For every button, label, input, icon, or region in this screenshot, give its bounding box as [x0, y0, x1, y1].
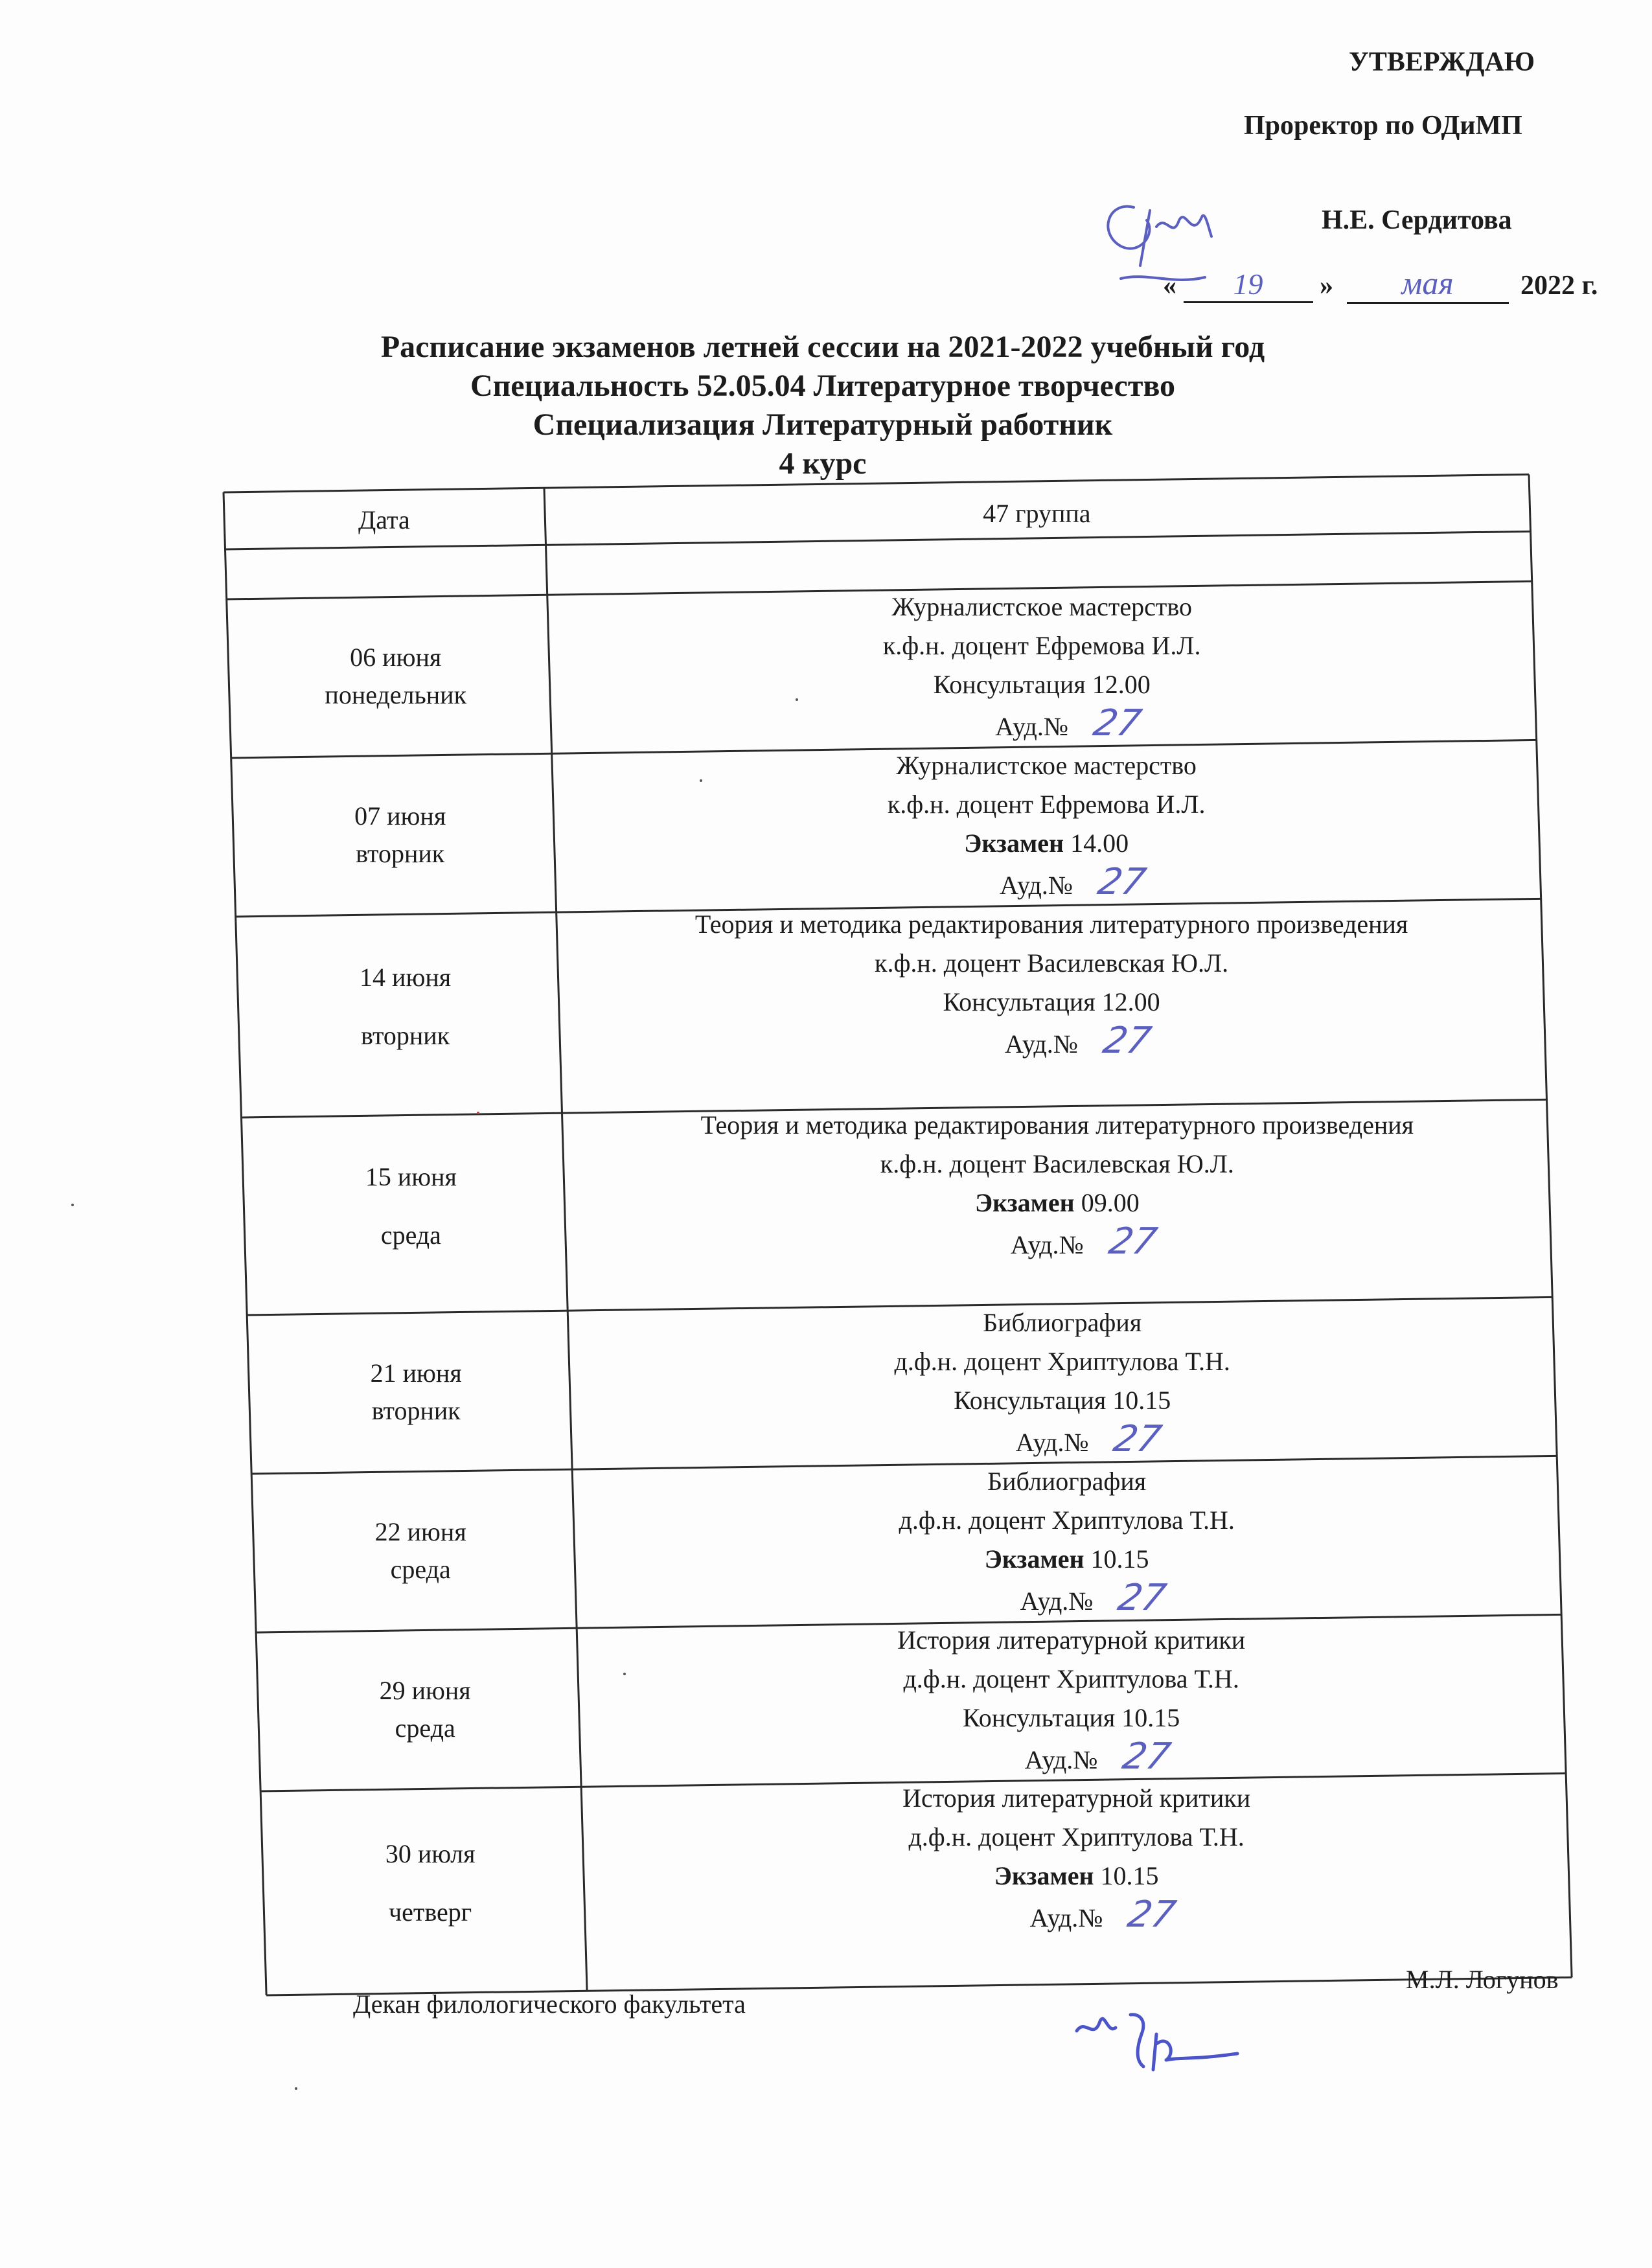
row-room — [649, 1896, 1556, 1937]
row-room — [630, 1220, 1537, 1264]
row-subject: Библиография — [987, 1466, 1147, 1496]
row-time: 10.15 — [1100, 1861, 1159, 1891]
row-time: 10.15 — [1112, 1385, 1171, 1415]
schedule-title: Расписание экзаменов летней сессии на 2021-2022 учебный год — [380, 330, 1265, 364]
dean-signature — [1069, 1995, 1257, 2092]
row-room-label: Ауд.№ — [1000, 871, 1073, 900]
approve-heading: УТВЕРЖДАЮ — [1349, 47, 1535, 77]
row-session-time — [614, 1541, 1520, 1578]
header-group: 47 группа — [983, 499, 1091, 528]
row-session-kind: Экзамен — [964, 829, 1064, 858]
row-room — [644, 1735, 1551, 1779]
row-session-kind: Консультация — [954, 1385, 1107, 1415]
row-date: 22 июня — [374, 1517, 466, 1546]
row-room-number: 27 — [1110, 1417, 1165, 1460]
approver-name: Н.Е. Сердитова — [1322, 205, 1512, 235]
row-teacher: к.ф.н. доцент Ефремова И.Л. — [887, 790, 1206, 819]
row-session-time — [604, 1184, 1511, 1222]
row-date: 21 июня — [370, 1358, 462, 1388]
scan-speck — [295, 2087, 297, 2090]
row-time: 10.15 — [1090, 1544, 1149, 1574]
row-subject: Теория и методика редактирования литературного произведения — [700, 1110, 1414, 1140]
row-room-label: Ауд.№ — [1015, 1427, 1089, 1457]
row-date: 14 июня — [360, 963, 452, 992]
row-date: 07 июня — [354, 801, 446, 830]
row-session-kind: Экзамен — [974, 1187, 1075, 1217]
row-time: 14.00 — [1070, 829, 1129, 858]
row-date: 30 июля — [385, 1838, 476, 1868]
row-time: 10.15 — [1121, 1702, 1180, 1732]
dean-name: М.Л. Логунов — [1406, 1965, 1559, 1994]
row-time: 12.00 — [1092, 670, 1151, 700]
row-session-kind: Консультация — [943, 987, 1096, 1016]
row-time: 12.00 — [1101, 987, 1160, 1016]
date-month-blank: мая — [1347, 264, 1509, 304]
row-session-kind: Экзамен — [994, 1861, 1094, 1891]
row-room-label: Ауд.№ — [1029, 1903, 1103, 1933]
row-room-label: Ауд.№ — [1024, 1745, 1098, 1774]
scan-speck — [477, 1112, 479, 1114]
scan-speck — [796, 698, 798, 701]
date-day-blank: 19 — [1184, 267, 1313, 303]
specialty-line: Специальность 52.05.04 Литературное творчество — [470, 369, 1176, 403]
specialization-line: Специализация Литературный работник — [533, 407, 1113, 442]
row-weekday: вторник — [356, 838, 445, 868]
row-session-kind: Экзамен — [984, 1544, 1084, 1574]
row-session-time — [588, 666, 1495, 704]
row-weekday: среда — [380, 1220, 441, 1250]
row-subject: Библиография — [983, 1307, 1142, 1337]
header-date: Дата — [358, 505, 410, 534]
row-session-time — [598, 983, 1505, 1021]
row-session-kind: Консультация — [933, 670, 1086, 700]
row-room-number: 27 — [1099, 1019, 1155, 1062]
row-teacher: д.ф.н. доцент Хриптулова Т.Н. — [903, 1664, 1239, 1693]
row-room-number: 27 — [1105, 1220, 1160, 1263]
row-weekday: среда — [390, 1554, 451, 1584]
row-weekday: вторник — [361, 1021, 450, 1050]
row-date: 29 июня — [379, 1675, 471, 1705]
scan-speck — [623, 1673, 626, 1675]
row-subject: Теория и методика редактирования литературного произведения — [694, 909, 1408, 939]
row-room-number: 27 — [1094, 861, 1150, 904]
row-room — [619, 861, 1526, 904]
row-room-label: Ауд.№ — [1020, 1586, 1094, 1616]
row-room-number: 27 — [1124, 1894, 1180, 1936]
row-teacher: д.ф.н. доцент Хриптулова Т.Н. — [899, 1505, 1235, 1535]
row-weekday: четверг — [389, 1897, 472, 1927]
course-line: 4 курс — [779, 446, 867, 481]
row-room-label: Ауд.№ — [1005, 1029, 1078, 1059]
row-date: 15 июня — [365, 1162, 457, 1191]
date-year: 2022 г. — [1520, 271, 1598, 301]
row-room — [639, 1576, 1546, 1620]
approver-position: Проректор по ОДиМП — [1244, 111, 1522, 141]
row-session-kind: Консультация — [963, 1702, 1116, 1732]
row-room-number: 27 — [1090, 702, 1145, 745]
row-subject: История литературной критики — [902, 1783, 1251, 1813]
row-room-number: 27 — [1114, 1576, 1170, 1619]
row-subject: Журналистское мастерство — [896, 751, 1197, 781]
row-room-label: Ауд.№ — [1010, 1230, 1084, 1259]
scan-speck — [71, 1204, 74, 1206]
row-room — [635, 1417, 1542, 1461]
row-date: 06 июня — [350, 642, 442, 672]
row-session-time — [618, 1699, 1525, 1737]
row-room-number: 27 — [1119, 1735, 1175, 1778]
table-top-border — [224, 474, 1529, 492]
row-time: 09.00 — [1081, 1187, 1140, 1217]
row-teacher: д.ф.н. доцент Хриптулова Т.Н. — [894, 1346, 1230, 1376]
date-open-quote: « — [1163, 271, 1176, 301]
row-subject: Журналистское мастерство — [891, 592, 1192, 622]
row-session-time — [609, 1382, 1516, 1419]
row-room — [624, 1019, 1531, 1063]
row-weekday: понедельник — [325, 680, 466, 709]
row-teacher: д.ф.н. доцент Хриптулова Т.Н. — [908, 1822, 1245, 1852]
dean-title: Декан филологического факультета — [353, 1989, 746, 2019]
scan-speck — [700, 779, 702, 782]
row-room — [614, 702, 1521, 746]
row-weekday: среда — [395, 1713, 455, 1743]
row-subject: История литературной критики — [897, 1625, 1246, 1655]
row-teacher: к.ф.н. доцент Василевская Ю.Л. — [875, 948, 1229, 978]
row-session-time — [593, 825, 1500, 862]
row-teacher: к.ф.н. доцент Ефремова И.Л. — [882, 631, 1201, 661]
row-teacher: к.ф.н. доцент Василевская Ю.Л. — [880, 1149, 1234, 1178]
date-close-quote: » — [1320, 271, 1333, 301]
row-session-time — [623, 1857, 1530, 1895]
row-weekday: вторник — [371, 1395, 461, 1425]
row-room-label: Ауд.№ — [995, 712, 1068, 742]
